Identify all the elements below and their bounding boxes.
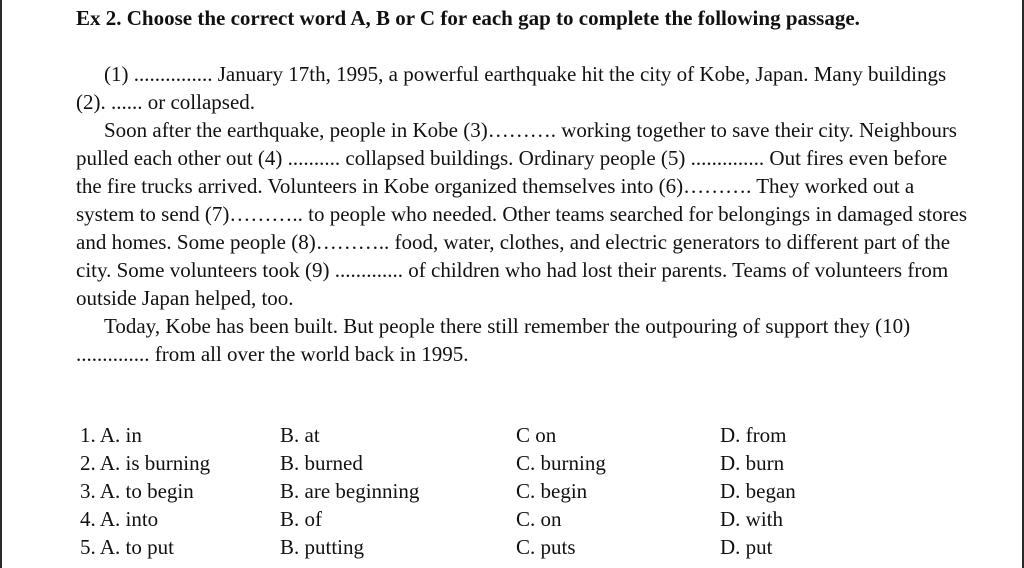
option-row-5 — [80, 533, 980, 561]
option-row-1 — [80, 421, 980, 449]
option-4-d: D. with — [720, 507, 783, 531]
option-2-c: C. burning — [516, 451, 606, 475]
option-1-d: D. from — [720, 423, 787, 447]
passage-paragraph-1: (1) ............... January 17th, 1995, a powerful earthquake hit the city of Kobe, Japan. Many buildings (2). ...... or collapsed. — [76, 62, 947, 114]
exercise-heading: Ex 2. Choose the correct word A, B or C for each gap to complete the following passage. — [76, 6, 860, 30]
option-row-2 — [80, 449, 980, 477]
option-4-c: C. on — [516, 507, 562, 531]
passage-paragraph-2: Soon after the earthquake, people in Kobe (3)………. working together to save their city. Neighbours pulled each other out (4) .......... collapsed buildings. Ordinary people (5) .............. Out fires even before the fire trucks arrived. Volunteers in Kobe organized themselves into (6)………. They worked out a system to send (7)……….. to people who needed. Other teams searched for belongings in damaged stores and homes. Some people (8)……….. food, water, clothes, and electric generators to different part of the city. Some volunteers took (9) ............. of children who had lost their parents. Teams of volunteers from outside Japan helped, too. — [76, 118, 968, 310]
option-5-b: B. putting — [280, 535, 365, 559]
option-1-b: B. at — [280, 423, 320, 447]
option-4-a: 4. A. into — [80, 507, 159, 531]
option-1-c: C on — [516, 423, 557, 447]
option-5-a: 5. A. to put — [80, 535, 174, 559]
answer-options — [80, 421, 980, 561]
passage — [76, 60, 976, 368]
option-1-a: 1. A. in — [80, 423, 142, 447]
option-2-d: D. burn — [720, 451, 785, 475]
option-2-a: 2. A. is burning — [80, 451, 211, 475]
option-row-3 — [80, 477, 980, 505]
left-border-line — [0, 0, 2, 568]
option-4-b: B. of — [280, 507, 322, 531]
option-2-b: B. burned — [280, 451, 363, 475]
option-row-4 — [80, 505, 980, 533]
option-5-d: D. put — [720, 535, 773, 559]
option-5-c: C. puts — [516, 535, 576, 559]
option-3-b: B. are beginning — [280, 479, 420, 503]
option-3-a: 3. A. to begin — [80, 479, 194, 503]
passage-paragraph-3: Today, Kobe has been built. But people there still remember the outpouring of support they (10) .............. from all over the world back in 1995. — [76, 314, 911, 366]
option-3-d: D. began — [720, 479, 796, 503]
option-3-c: C. begin — [516, 479, 588, 503]
